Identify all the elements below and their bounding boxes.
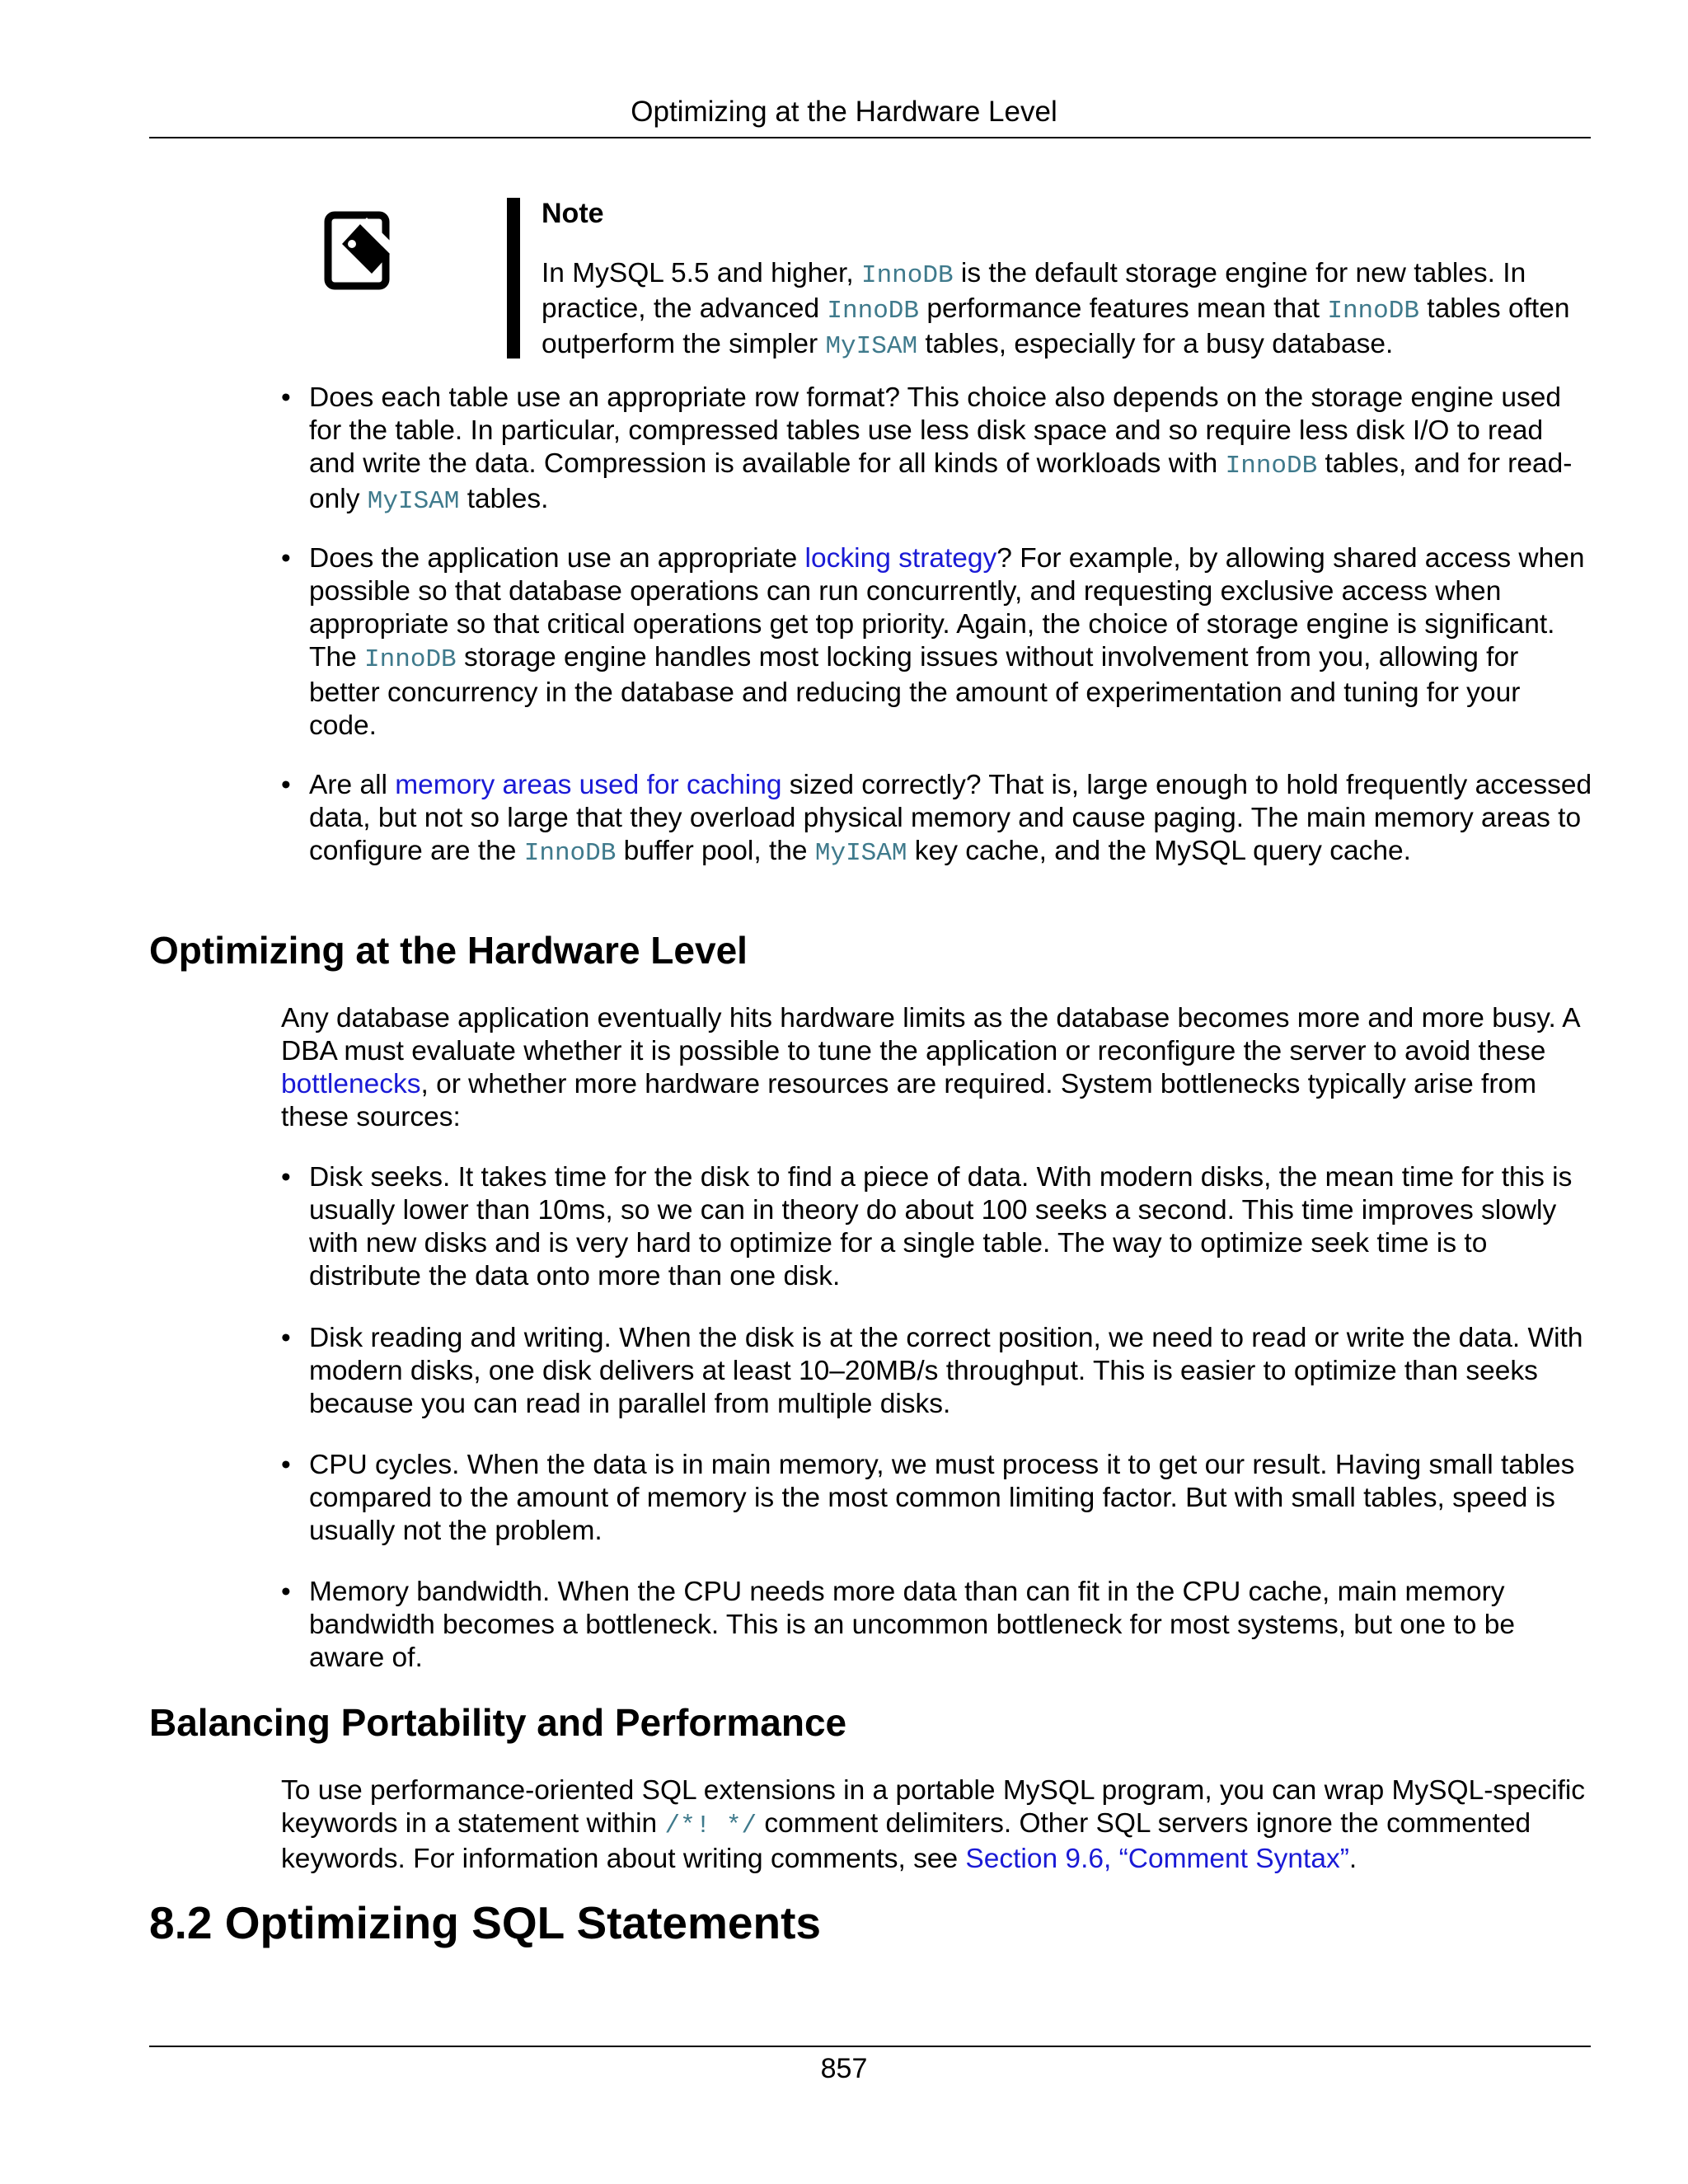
note-sidebar-bar: [507, 198, 520, 359]
link-bottlenecks[interactable]: bottlenecks: [281, 1069, 421, 1099]
code-innodb: InnoDB: [1225, 452, 1318, 480]
bullet-icon: •: [281, 1577, 291, 1607]
running-header: Optimizing at the Hardware Level: [631, 96, 1057, 128]
link-locking-strategy[interactable]: locking strategy: [804, 543, 997, 574]
note-icon: [324, 211, 395, 290]
code-myisam: MyISAM: [825, 332, 918, 361]
link-memory-areas-caching[interactable]: memory areas used for caching: [395, 770, 782, 800]
note-title: Note: [542, 198, 604, 229]
code-innodb: InnoDB: [1327, 297, 1419, 326]
chapter-heading: 8.2 Optimizing SQL Statements: [149, 1897, 821, 1948]
code-myisam: MyISAM: [814, 839, 907, 868]
code-innodb: InnoDB: [364, 645, 457, 674]
bullet-icon: •: [281, 1162, 291, 1193]
section-heading-hardware: Optimizing at the Hardware Level: [149, 929, 748, 972]
header-rule: [149, 137, 1591, 138]
code-innodb: InnoDB: [523, 839, 617, 868]
bullet-icon: •: [281, 1450, 291, 1480]
bullet-icon: •: [281, 1323, 291, 1353]
code-comment-delimiters: /*! */: [664, 1811, 757, 1840]
document-page: Optimizing at the Hardware Level Note In MySQL 5.5 and higher, InnoDB is the default storage engine for new tables. In practice, the advanced InnoDB performance features mean that InnoDB tables often outperform the simpler MyISAM tables, especially for a busy database. • Does each table use an appropriate row format? This choice also depends on the storage engine used for the table. In particular, compressed tables use less disk space and so require less disk I/O to read and write the data. Compression is available for all kinds of workloads with InnoDB tables, and for read-only MyISAM tables. • Does the application use an appropriate locking strategy? For example, by allowing shared access when possible so that database operations can run concurrently, and requesting exclusive access when appropriate so that critical operations get top priority. Again, the choice of storage engine is significant. The InnoDB storage engine handles most locking issues without involvement from you, allowing for better concurrency in the database and reducing the amount of experimentation and tuning for your code. • Are all memory areas used for caching sized correctly? That is, large enough to hold frequently accessed data, but not so large that they overload physical memory and cause paging. The main memory areas to configure are the InnoDB buffer pool, the MyISAM key cache, and the MySQL query cache. Optimizing at the Hardware Level Any database application eventually hits hardware limits as the database becomes more and more busy. A DBA must evaluate whether it is possible to tune the application or reconfigure the server to avoid these bottlenecks, or whether more hardware resources are required. System bottlenecks typically arise from these sources: • Disk seeks. It takes time for the disk to find a piece of data. With modern disks, the mean time for this is usually lower than 10ms, so we can in theory do about 100 seeks a second. This time improves slowly with new disks and is very hard to optimize for a single table. The way to optimize seek time is to distribute the data onto more than one disk. • Disk reading and writing. When the disk is at the correct position, we need to read or write the data. With modern disks, one disk delivers at least 10–20MB/s throughput. This is easier to optimize than seeks because you can read in parallel from multiple disks. • CPU cycles. When the data is in main memory, we must process it to get our result. Having small tables compared to the amount of memory is the most common limiting factor. But with small tables, speed is usually not the problem. • Memory bandwidth. When the CPU needs more data than can fit in the CPU cache, main memory bandwidth becomes a bottleneck. This is an uncommon bottleneck for most systems, but one to be aware of. Balancing Portability and Performance To use performance-oriented SQL extensions in a portable MySQL program, you can wrap MySQL-specific keywords in a statement within /*! */ comment delimiters. Other SQL servers ignore the commented keywords. For information about writing comments, see Section 9.6, “Comment Syntax”. 8.2 Optimizing SQL Statements 857: [0, 0, 1688, 2184]
bullet-icon: •: [281, 543, 291, 574]
page-number: 857: [820, 2053, 868, 2084]
hardware-intro-paragraph: Any database application eventually hits hardware limits as the database becomes more and more busy. A DBA must evaluate whether it is possible to tune the application or reconfigure the server to avoid these bottlenecks, or whether more hardware resources are required. System bottlenecks typically arise from these sources:: [281, 1003, 1579, 1132]
bullet-icon: •: [281, 770, 291, 800]
code-innodb: InnoDB: [827, 297, 920, 326]
section-heading-portability: Balancing Portability and Performance: [149, 1701, 847, 1744]
link-comment-syntax[interactable]: Section 9.6, “Comment Syntax”: [965, 1844, 1349, 1874]
footer-rule: [149, 2046, 1591, 2047]
note-body: In MySQL 5.5 and higher, InnoDB is the default storage engine for new tables. In practice, the advanced InnoDB performance features mean that InnoDB tables often outperform the simpler MyISAM tables, especially for a busy database.: [542, 258, 1570, 361]
bullet-icon: •: [281, 382, 291, 413]
code-myisam: MyISAM: [367, 487, 460, 516]
code-innodb: InnoDB: [860, 261, 954, 290]
portability-paragraph: To use performance-oriented SQL extensions in a portable MySQL program, you can wrap MySQL-specific keywords in a statement within /*! */ comment delimiters. Other SQL servers ignore the commented keywords. For information about writing comments, see Section 9.6, “Comment Syntax”.: [281, 1775, 1586, 1874]
